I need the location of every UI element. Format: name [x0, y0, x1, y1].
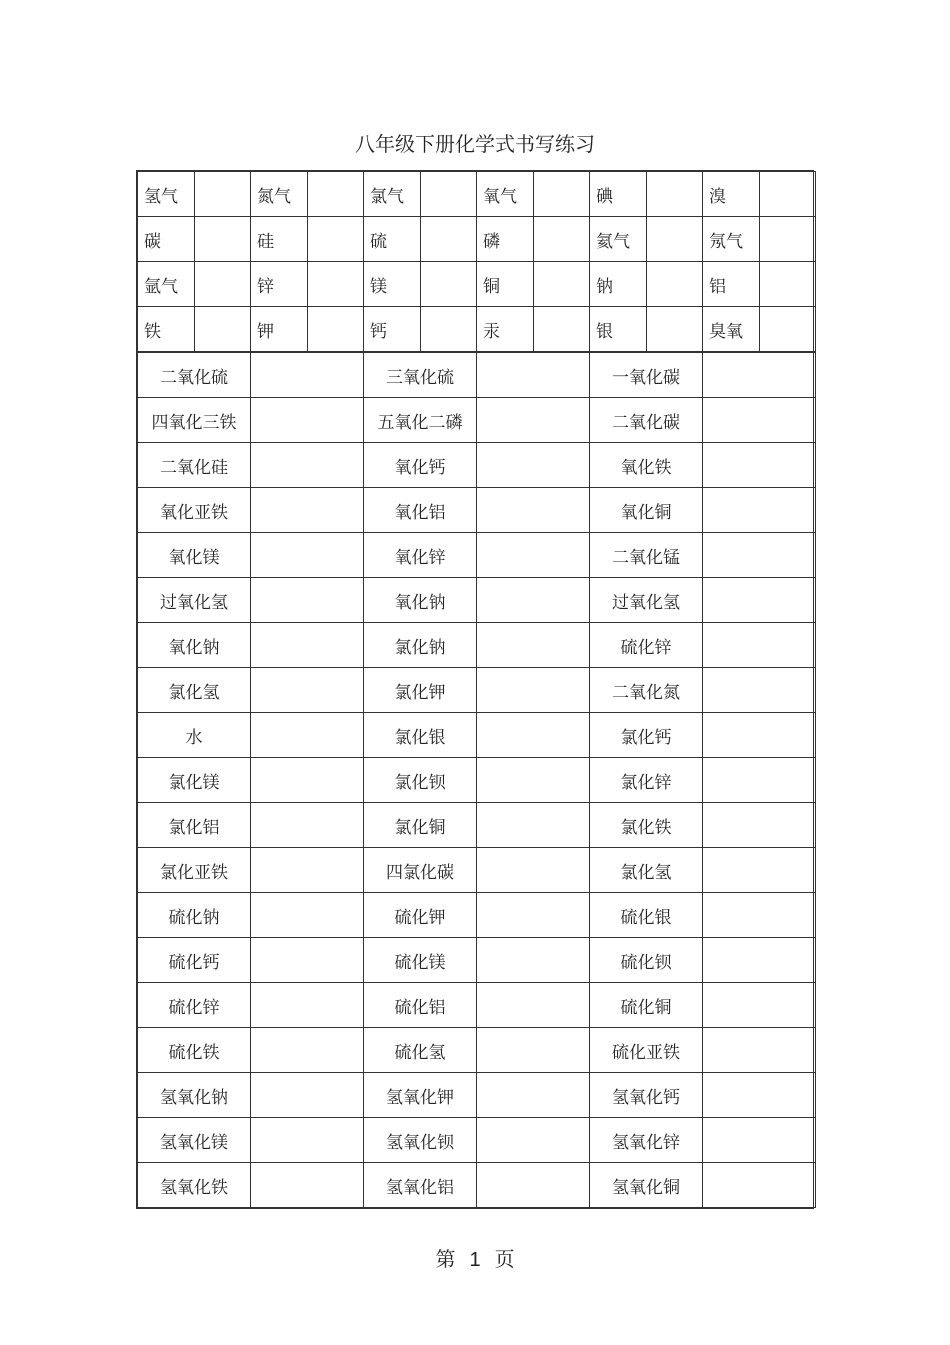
element-row	[138, 262, 816, 307]
formula-answer-cell[interactable]	[703, 398, 816, 443]
page-title: 八年级下册化学式书写练习	[355, 132, 595, 156]
compound-name-cell: 硫化钠	[138, 893, 251, 938]
compound-name-cell: 硫化铁	[138, 1028, 251, 1073]
formula-answer-cell[interactable]	[195, 172, 251, 217]
compound-row	[138, 803, 816, 848]
formula-answer-cell[interactable]	[251, 938, 364, 983]
element-name-cell: 硅	[251, 217, 308, 262]
compound-name-cell: 氢氧化镁	[138, 1118, 251, 1163]
compound-name-cell: 氯化钙	[590, 713, 703, 758]
formula-answer-cell[interactable]	[703, 893, 816, 938]
compound-name-cell: 四氯化碳	[364, 848, 477, 893]
formula-answer-cell[interactable]	[251, 893, 364, 938]
compound-name-cell: 氧化铝	[364, 488, 477, 533]
compound-name-cell: 氯化钾	[364, 668, 477, 713]
compound-name-cell: 氯化亚铁	[138, 848, 251, 893]
formula-answer-cell[interactable]	[195, 262, 251, 307]
formula-answer-cell[interactable]	[534, 172, 590, 217]
worksheet-table	[136, 170, 814, 1209]
formula-answer-cell[interactable]	[251, 848, 364, 893]
compound-name-cell: 水	[138, 713, 251, 758]
element-name-cell: 碘	[590, 172, 647, 217]
formula-answer-cell[interactable]	[703, 1118, 816, 1163]
compounds-table	[137, 352, 816, 1208]
formula-answer-cell[interactable]	[251, 668, 364, 713]
compound-name-cell: 氧化钙	[364, 443, 477, 488]
formula-answer-cell[interactable]	[308, 262, 364, 307]
compound-name-cell: 氢氧化铜	[590, 1163, 703, 1208]
compound-name-cell: 氧化铜	[590, 488, 703, 533]
formula-answer-cell[interactable]	[477, 1163, 590, 1208]
compound-name-cell: 氯化银	[364, 713, 477, 758]
compound-row	[138, 398, 816, 443]
element-name-cell: 银	[590, 307, 647, 352]
compound-name-cell: 硫化锌	[138, 983, 251, 1028]
compound-name-cell: 氯化氢	[138, 668, 251, 713]
formula-answer-cell[interactable]	[251, 1118, 364, 1163]
formula-answer-cell[interactable]	[703, 1163, 816, 1208]
compound-name-cell: 氢氧化钡	[364, 1118, 477, 1163]
element-name-cell: 氢气	[138, 172, 195, 217]
compound-name-cell: 氢氧化铝	[364, 1163, 477, 1208]
compound-name-cell: 二氧化硅	[138, 443, 251, 488]
compound-name-cell: 氢氧化钠	[138, 1073, 251, 1118]
compound-name-cell: 硫化镁	[364, 938, 477, 983]
formula-answer-cell[interactable]	[251, 443, 364, 488]
compound-row	[138, 623, 816, 668]
formula-answer-cell[interactable]	[251, 758, 364, 803]
compound-name-cell: 硫化钡	[590, 938, 703, 983]
formula-answer-cell[interactable]	[251, 398, 364, 443]
compound-name-cell: 氧化钠	[138, 623, 251, 668]
compound-name-cell: 二氧化氮	[590, 668, 703, 713]
page-number: 1	[469, 1249, 481, 1271]
compound-name-cell: 氢氧化铁	[138, 1163, 251, 1208]
element-name-cell: 铁	[138, 307, 195, 352]
element-name-cell: 氩气	[138, 262, 195, 307]
element-name-cell: 锌	[251, 262, 308, 307]
compound-name-cell: 二氧化硫	[138, 353, 251, 398]
compound-name-cell: 氯化铜	[364, 803, 477, 848]
formula-answer-cell[interactable]	[477, 848, 590, 893]
element-name-cell: 钠	[590, 262, 647, 307]
compound-name-cell: 四氧化三铁	[138, 398, 251, 443]
compound-row	[138, 533, 816, 578]
formula-answer-cell[interactable]	[477, 488, 590, 533]
formula-answer-cell[interactable]	[477, 533, 590, 578]
compound-name-cell: 二氧化锰	[590, 533, 703, 578]
compound-name-cell: 硫化亚铁	[590, 1028, 703, 1073]
compound-name-cell: 氧化钠	[364, 578, 477, 623]
formula-answer-cell[interactable]	[421, 307, 477, 352]
compound-name-cell: 硫化钙	[138, 938, 251, 983]
formula-answer-cell[interactable]	[477, 1118, 590, 1163]
formula-answer-cell[interactable]	[251, 713, 364, 758]
compound-name-cell: 氯化钠	[364, 623, 477, 668]
formula-answer-cell[interactable]	[703, 848, 816, 893]
element-name-cell: 氮气	[251, 172, 308, 217]
formula-answer-cell[interactable]	[477, 938, 590, 983]
formula-answer-cell[interactable]	[477, 893, 590, 938]
compound-name-cell: 过氧化氢	[138, 578, 251, 623]
formula-answer-cell[interactable]	[760, 307, 816, 352]
compound-name-cell: 氢氧化钾	[364, 1073, 477, 1118]
formula-answer-cell[interactable]	[703, 758, 816, 803]
formula-answer-cell[interactable]	[647, 172, 703, 217]
compound-name-cell: 氯化钡	[364, 758, 477, 803]
formula-answer-cell[interactable]	[477, 443, 590, 488]
formula-answer-cell[interactable]	[703, 488, 816, 533]
formula-answer-cell[interactable]	[251, 803, 364, 848]
compound-name-cell: 氧化镁	[138, 533, 251, 578]
element-row	[138, 217, 816, 262]
compound-name-cell: 一氧化碳	[590, 353, 703, 398]
compound-name-cell: 硫化铜	[590, 983, 703, 1028]
formula-answer-cell[interactable]	[703, 533, 816, 578]
formula-answer-cell[interactable]	[703, 668, 816, 713]
formula-answer-cell[interactable]	[703, 1073, 816, 1118]
formula-answer-cell[interactable]	[703, 713, 816, 758]
formula-answer-cell[interactable]	[251, 1028, 364, 1073]
formula-answer-cell[interactable]	[477, 398, 590, 443]
formula-answer-cell[interactable]	[647, 217, 703, 262]
formula-answer-cell[interactable]	[308, 217, 364, 262]
formula-answer-cell[interactable]	[251, 983, 364, 1028]
compound-row	[138, 668, 816, 713]
compound-row	[138, 848, 816, 893]
formula-answer-cell[interactable]	[477, 713, 590, 758]
compound-row	[138, 893, 816, 938]
compound-name-cell: 五氧化二磷	[364, 398, 477, 443]
compound-name-cell: 氯化铁	[590, 803, 703, 848]
formula-answer-cell[interactable]	[308, 172, 364, 217]
formula-answer-cell[interactable]	[251, 1163, 364, 1208]
compound-row	[138, 758, 816, 803]
compound-name-cell: 氧化亚铁	[138, 488, 251, 533]
compound-name-cell: 氢氧化锌	[590, 1118, 703, 1163]
formula-answer-cell[interactable]	[703, 803, 816, 848]
formula-answer-cell[interactable]	[308, 307, 364, 352]
compound-row	[138, 938, 816, 983]
compound-name-cell: 硫化银	[590, 893, 703, 938]
formula-answer-cell[interactable]	[477, 1028, 590, 1073]
formula-answer-cell[interactable]	[251, 533, 364, 578]
formula-answer-cell[interactable]	[251, 1073, 364, 1118]
formula-answer-cell[interactable]	[477, 983, 590, 1028]
formula-answer-cell[interactable]	[703, 623, 816, 668]
element-row	[138, 307, 816, 352]
formula-answer-cell[interactable]	[647, 307, 703, 352]
compound-name-cell: 氯化氢	[590, 848, 703, 893]
element-name-cell: 钙	[364, 307, 421, 352]
compound-row	[138, 983, 816, 1028]
formula-answer-cell[interactable]	[477, 353, 590, 398]
element-name-cell: 钾	[251, 307, 308, 352]
formula-answer-cell[interactable]	[251, 578, 364, 623]
formula-answer-cell[interactable]	[421, 262, 477, 307]
element-name-cell: 铝	[703, 262, 760, 307]
element-name-cell: 氧气	[477, 172, 534, 217]
element-name-cell: 溴	[703, 172, 760, 217]
formula-answer-cell[interactable]	[477, 623, 590, 668]
compound-name-cell: 氯化锌	[590, 758, 703, 803]
formula-answer-cell[interactable]	[703, 1028, 816, 1073]
formula-answer-cell[interactable]	[534, 307, 590, 352]
compound-name-cell: 硫化锌	[590, 623, 703, 668]
compound-row	[138, 1118, 816, 1163]
formula-answer-cell[interactable]	[703, 443, 816, 488]
formula-answer-cell[interactable]	[647, 262, 703, 307]
compound-name-cell: 过氧化氢	[590, 578, 703, 623]
formula-answer-cell[interactable]	[477, 578, 590, 623]
element-name-cell: 汞	[477, 307, 534, 352]
formula-answer-cell[interactable]	[195, 217, 251, 262]
formula-answer-cell[interactable]	[703, 578, 816, 623]
compound-row	[138, 1028, 816, 1073]
formula-answer-cell[interactable]	[703, 938, 816, 983]
compound-row	[138, 488, 816, 533]
page-footer	[0, 1243, 950, 1272]
formula-answer-cell[interactable]	[195, 307, 251, 352]
formula-answer-cell[interactable]	[703, 983, 816, 1028]
compound-name-cell: 三氧化硫	[364, 353, 477, 398]
formula-answer-cell[interactable]	[251, 353, 364, 398]
formula-answer-cell[interactable]	[421, 217, 477, 262]
compound-row	[138, 578, 816, 623]
compound-name-cell: 氢氧化钙	[590, 1073, 703, 1118]
formula-answer-cell[interactable]	[760, 262, 816, 307]
element-row	[138, 172, 816, 217]
footer-suffix: 页	[494, 1247, 515, 1271]
footer-prefix: 第	[435, 1247, 456, 1271]
compound-row	[138, 1163, 816, 1208]
formula-answer-cell[interactable]	[477, 1073, 590, 1118]
compound-name-cell: 硫化氢	[364, 1028, 477, 1073]
formula-answer-cell[interactable]	[251, 623, 364, 668]
element-name-cell: 氦气	[590, 217, 647, 262]
element-name-cell: 氖气	[703, 217, 760, 262]
formula-answer-cell[interactable]	[760, 217, 816, 262]
formula-answer-cell[interactable]	[251, 488, 364, 533]
element-name-cell: 氯气	[364, 172, 421, 217]
element-name-cell: 磷	[477, 217, 534, 262]
formula-answer-cell[interactable]	[534, 217, 590, 262]
formula-answer-cell[interactable]	[477, 668, 590, 713]
formula-answer-cell[interactable]	[760, 172, 816, 217]
element-name-cell: 碳	[138, 217, 195, 262]
element-name-cell: 镁	[364, 262, 421, 307]
compound-row	[138, 1073, 816, 1118]
compound-name-cell: 氧化锌	[364, 533, 477, 578]
compound-name-cell: 氧化铁	[590, 443, 703, 488]
compound-row	[138, 353, 816, 398]
compound-name-cell: 二氧化碳	[590, 398, 703, 443]
compound-name-cell: 硫化铝	[364, 983, 477, 1028]
formula-answer-cell[interactable]	[421, 172, 477, 217]
formula-answer-cell[interactable]	[477, 758, 590, 803]
compound-name-cell: 氯化镁	[138, 758, 251, 803]
element-name-cell: 臭氧	[703, 307, 760, 352]
elements-table	[137, 171, 816, 352]
compound-name-cell: 氯化铝	[138, 803, 251, 848]
compound-name-cell: 硫化钾	[364, 893, 477, 938]
formula-answer-cell[interactable]	[534, 262, 590, 307]
compound-row	[138, 443, 816, 488]
element-name-cell: 硫	[364, 217, 421, 262]
compound-row	[138, 713, 816, 758]
formula-answer-cell[interactable]	[477, 803, 590, 848]
element-name-cell: 铜	[477, 262, 534, 307]
formula-answer-cell[interactable]	[703, 353, 816, 398]
